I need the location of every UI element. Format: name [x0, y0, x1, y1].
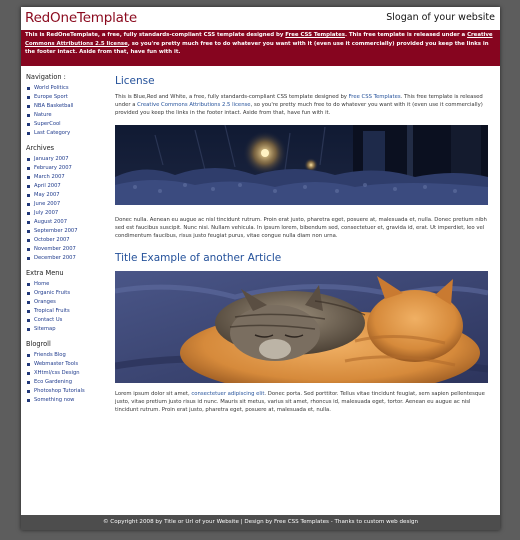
sidebar-archive-item[interactable]: March 2007 — [26, 173, 108, 182]
intro-text: . This free template is released under a — [344, 32, 468, 38]
archives-list — [26, 155, 108, 263]
post-paragraph — [115, 94, 488, 118]
sidebar-archive-item[interactable]: May 2007 — [26, 191, 108, 200]
sidebar-nav-item[interactable]: Nature — [26, 111, 108, 120]
intro-link-free-css-templates[interactable]: Free CSS Templates — [285, 32, 345, 38]
sidebar-archive-item[interactable]: August 2007 — [26, 218, 108, 227]
sidebar-archive-item[interactable]: June 2007 — [26, 200, 108, 209]
page-container — [21, 7, 500, 530]
post-license — [115, 75, 488, 240]
extra-menu-list — [26, 280, 108, 334]
sidebar-blogroll-item[interactable]: Eco Gardening — [26, 378, 108, 387]
cats-photo — [115, 271, 488, 383]
sidebar-archive-item[interactable]: April 2007 — [26, 182, 108, 191]
intro-text: , so you're pretty much free to do whatever you want with it (even use it commercially) provided you keep the links in the footer intact. Aside from that, have fun with it. — [25, 40, 489, 56]
sidebar-nav-item[interactable]: NBA Basketball — [26, 102, 108, 111]
navigation-list — [26, 84, 108, 138]
footer: © Copyright 2008 by Title or Url of your Website | Design by Free CSS Templates - Thanks to custom web design — [21, 515, 500, 530]
sidebar-nav-item[interactable]: Last Category — [26, 129, 108, 138]
extra-menu-heading: Extra Menu — [26, 269, 64, 277]
post-text: This is Blue,Red and White, a free, fully standards-compliant CSS template designed by — [115, 94, 349, 100]
sidebar-archive-item[interactable]: September 2007 — [26, 227, 108, 236]
main-content — [115, 73, 488, 415]
night-garden-photo — [115, 125, 488, 205]
sidebar-archive-item[interactable]: January 2007 — [26, 155, 108, 164]
sidebar-extra-item[interactable]: Oranges — [26, 298, 108, 307]
sidebar-nav-item[interactable]: Europe Sport — [26, 93, 108, 102]
sidebar-extra-item[interactable]: Organic Fruits — [26, 289, 108, 298]
navigation-heading: Navigation : — [26, 73, 66, 81]
sidebar-archive-item[interactable]: October 2007 — [26, 236, 108, 245]
sidebar-blogroll-item[interactable]: Webmaster Tools — [26, 360, 108, 369]
post-text: , so you're pretty much free to do whatever you want with it (even use it commercially) provided you keep the links in the footer intact. Aside from that, have fun with it. — [115, 101, 483, 116]
sidebar-archive-item[interactable]: February 2007 — [26, 164, 108, 173]
blogroll-list — [26, 351, 108, 405]
sleeping-cats-image — [115, 271, 488, 383]
post-title[interactable]: License — [115, 75, 155, 87]
sidebar-archive-item[interactable]: July 2007 — [26, 209, 108, 218]
post-text: . Donec porta. Sed porttitor. Tellus vitae tincidunt feugiat, sem sapien pellentesque justo, vitae pretium justo risus id nunc. Mauris sit metus, varius sit amet, rhoncus id, malesuada eget, tortor. Aenean eu augue ac nisl tincidunt rutrum. Proin erat justo, pharetra eget, posuere at, malesuada et, nulla. — [115, 391, 485, 414]
post-text: Lorem ipsum dolor sit amet, — [115, 391, 192, 398]
intro-link-license[interactable]: Creative Commons Attributions 2.5 license — [25, 32, 493, 47]
sidebar-extra-item[interactable]: Tropical Fruits — [26, 307, 108, 316]
header — [21, 7, 500, 30]
post-link-consectetuer[interactable]: consectetuer adipiscing elit — [191, 391, 265, 398]
post-text: . This free template is released under a — [115, 94, 483, 108]
post-paragraph: Donec nulla. Aenean eu augue ac nisl tincidunt rutrum. Proin erat justo, pharetra eget, posuere at, malesuada et, nulla. Donec pretium nibh sed est faucibus suscipit. Nunc nisi. Nullam vehicula. In ipsum lorem, bibendum sed, consectetuer et, gravida id, erat. Ut imperdiet, leo vel condimentum faucibus, risus justo feugiat purus, vitae congue nulla diam non urna. — [115, 216, 487, 239]
post-title[interactable]: Title Example of another Article — [115, 252, 282, 265]
sidebar-nav-item[interactable]: World Politics — [26, 84, 108, 93]
sidebar-archive-item[interactable]: November 2007 — [26, 245, 108, 254]
post-link-free-css-templates[interactable]: Free CSS Templates — [348, 94, 401, 100]
intro-banner — [21, 30, 500, 66]
post-paragraph — [115, 391, 488, 415]
sidebar-blogroll-item[interactable]: Friends Blog — [26, 351, 108, 360]
sidebar — [26, 73, 108, 411]
sidebar-extra-item[interactable]: Contact Us — [26, 316, 108, 325]
archives-heading: Archives — [26, 144, 55, 152]
sidebar-blogroll-item[interactable]: Something now — [26, 396, 108, 405]
sidebar-nav-item[interactable]: SuperCool — [26, 120, 108, 129]
sidebar-extra-item[interactable]: Sitemap — [26, 325, 108, 334]
intro-text: This is RedOneTemplate, a free, fully standards-compliant CSS template designed by — [25, 32, 286, 38]
sidebar-blogroll-item[interactable]: XHtml/css Design — [26, 369, 108, 378]
post-link-license[interactable]: Creative Commons Attributions 2.5 license — [137, 101, 251, 108]
site-logo[interactable]: RedOneTemplate — [25, 10, 137, 26]
post-article — [115, 252, 488, 415]
sidebar-archive-item[interactable]: December 2007 — [26, 254, 108, 263]
sidebar-extra-item[interactable]: Home — [26, 280, 108, 289]
sidebar-blogroll-item[interactable]: Photoshop Tutorials — [26, 387, 108, 396]
blogroll-heading: Blogroll — [26, 340, 51, 348]
site-slogan: Slogan of your website — [386, 12, 495, 23]
night-garden-image — [115, 125, 488, 205]
